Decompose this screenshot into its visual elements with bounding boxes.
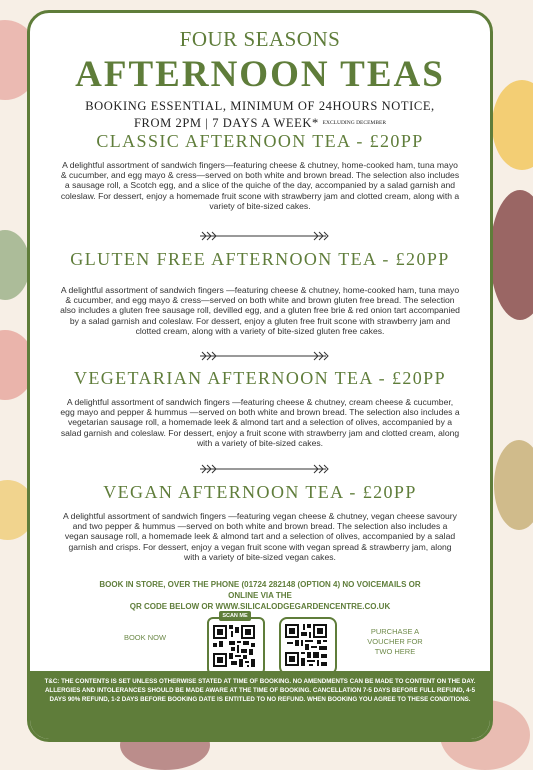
booking-instructions [30,579,490,612]
book-now-label: BOOK NOW [123,633,167,642]
notice-exclusion: EXCLUDING DECEMBER [322,120,387,126]
title-four-seasons: FOUR SEASONS [179,27,341,51]
scan-me-badge: SCAN ME [219,611,251,621]
flower-decoration-right-lower [494,440,533,530]
section-title-classic: CLASSIC AFTERNOON TEA - £20PP [96,131,424,151]
notice-line-1: BOOKING ESSENTIAL, MINIMUM OF 24HOURS NOTICE, [85,99,435,113]
qr-code-icon[interactable] [211,625,257,667]
arrow-divider-icon [30,231,493,241]
booking-line-3[interactable]: QR CODE BELOW OR WWW.SILICALODGEGARDENCENTRE.CO.UK [129,602,391,611]
qr-code-icon[interactable] [284,624,328,666]
booking-notice [30,98,490,132]
section-desc-classic: A delightful assortment of sandwich fingers—featuring cheese & chutney, home-cooked ham, tuna mayo & cucumber, and egg mayo & cress—served on both white and brown bread. The selection also includes a sausage roll, a Scotch egg, and a slice of the quiche of the day, accompanied by a salad garnish and coleslaw. For dessert, enjoy a homemade fruit scone with strawberry jam and clotted cream, along with a variety of bite-sized cakes. [60,160,460,211]
menu-card [27,10,493,742]
voucher-label: PURCHASE A VOUCHER FOR TWO HERE [367,627,423,656]
arrow-divider-icon [30,464,493,474]
title-afternoon-teas: AFTERNOON TEAS [75,54,445,95]
flower-decoration-right-mid [490,190,533,320]
section-desc-vegetarian: A delightful assortment of sandwich fingers —featuring cheese & chutney, cream cheese & cucumber, egg mayo and pepper & hummus —served on both white and brown bread. The selection also includes a vegetarian sausage roll, a homemade leek & almond tart and a selection of olives, accompanied by a salad garnish and coleslaw. For dessert, enjoy a fruit scone with strawberry jam and clotted cream, along with a variety of bite-sized cakes. [60,397,460,448]
terms-text: T&C: THE CONTENTS IS SET UNLESS OTHERWISE STATED AT TIME OF BOOKING. NO AMENDMENTS CAN BE MADE TO CONTENT ON THE DAY. ALLERGIES AND INTOLERANCES SHOULD BE MADE AWARE AT THE TIME OF BOOKING. CANCELLATION 7-5 DAYS BEFORE FULL REFUND, 4-5 DAYS 90% REFUND, 1-2 DAYS BEFORE BOOKING DATE IS ENTITLED TO NO REFUND. WHEN BOOKING YOU AGREE TO THESE CONDITIONS. [44,678,476,703]
booking-line-2: ONLINE VIA THE [228,591,292,600]
section-title-vegetarian: VEGETARIAN AFTERNOON TEA - £20PP [73,368,447,388]
flower-decoration-right-top [492,80,533,170]
booking-line-1: BOOK IN STORE, OVER THE PHONE (01724 282148 (OPTION 4) NO VOICEMAILS OR [99,580,421,589]
section-title-vegan: VEGAN AFTERNOON TEA - £20PP [103,482,417,502]
section-desc-gluten-free: A delightful assortment of sandwich fingers —featuring cheese & chutney, home-cooked ham, tuna mayo & cucumber, and egg mayo & cress—served on both white and brown gluten free bread. The selection also includes a gluten free sausage roll, devilled egg, and a gluten free brie & red onion tart accompanied by a salad garnish and coleslaw. For dessert, enjoy a gluten free fruit scone with strawberry jam and clotted cream, along with a variety of bite-sized gluten free cakes. [60,285,460,336]
terms-footer [30,671,490,739]
notice-line-2: FROM 2PM | 7 DAYS A WEEK* $^{EXCLUDING DECEMBER}$ [133,116,387,130]
section-title-gluten-free: GLUTEN FREE AFTERNOON TEA - £20PP [70,249,450,269]
leaf-decoration-left [0,230,30,300]
section-desc-vegan: A delightful assortment of sandwich fingers —featuring vegan cheese & chutney, vegan cheese savoury and two pepper & hummus —served on both white and brown bread. The selection also includes a vegan sausage roll, a homemade leek & almond tart and a selection of olives, accompanied by a salad garnish and crisps. For dessert, enjoy a vegan fruit scone with vegan spread & strawberry jam, along with a variety of bite-sized vegan cakes. [63,511,457,562]
arrow-divider-icon [30,351,493,361]
